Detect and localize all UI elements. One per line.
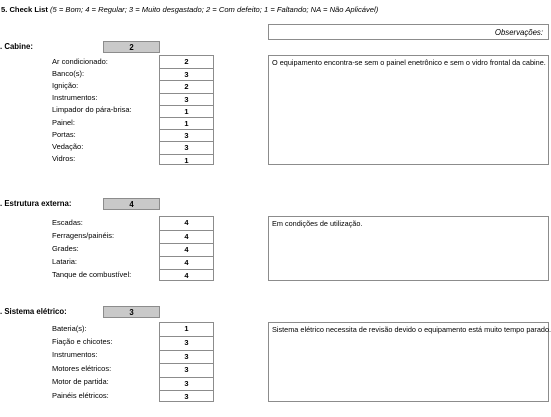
item-label: Painéis elétricos: — [52, 390, 109, 400]
section-title-cabine: . Cabine: — [0, 42, 33, 51]
value-column — [159, 55, 214, 165]
item-value: 1 — [160, 117, 213, 129]
item-value: 3 — [160, 350, 213, 363]
item-value: 3 — [160, 390, 213, 403]
section-note-box-estrutura-externa — [268, 216, 549, 281]
item-value: 3 — [160, 363, 213, 376]
item-label: Motores elétricos: — [52, 363, 112, 373]
item-label: Limpador do pára-brisa: — [52, 105, 132, 115]
item-value: 4 — [184, 218, 189, 227]
checklist-legend: (5 = Bom; 4 = Regular; 3 = Muito desgastado; 2 = Com defeito; 1 = Faltando; NA = Não Aplicável) — [49, 5, 379, 14]
item-label: Ignição: — [52, 80, 79, 90]
item-value: 3 — [160, 141, 213, 153]
checklist-title: 5. Check List — [1, 5, 48, 14]
item-label: Banco(s): — [52, 68, 85, 78]
item-label: Instrumentos: — [52, 350, 98, 360]
value-column — [159, 322, 214, 402]
item-value: 4 — [160, 269, 213, 282]
section-score-cabine: 2 — [103, 41, 160, 53]
section-title-sistema-eletrico: . Sistema elétrico: — [0, 307, 67, 316]
item-value: 4 — [160, 230, 213, 243]
item-label: Escadas: — [52, 217, 83, 227]
section-note-box-cabine — [268, 55, 549, 165]
item-label: Bateria(s): — [52, 323, 87, 333]
item-value: 4 — [160, 243, 213, 256]
section-score-estrutura-externa: 4 — [103, 198, 160, 210]
section-title-estrutura-externa: . Estrutura externa: — [0, 199, 72, 208]
section-note-text: O equipamento encontra-se sem o painel enetrônico e sem o vidro frontal da cabine. — [272, 58, 546, 67]
section-note-box-sistema-eletrico — [268, 322, 549, 402]
item-value: 3 — [160, 377, 213, 390]
section-score-sistema-eletrico: 3 — [103, 306, 160, 318]
item-value: 1 — [184, 324, 189, 333]
item-value: 1 — [160, 105, 213, 117]
checklist-header — [1, 5, 378, 14]
item-label: Ferragens/painéis: — [52, 230, 115, 240]
item-label: Portas: — [52, 129, 76, 139]
item-label: Instrumentos: — [52, 93, 98, 103]
item-value: 2 — [160, 80, 213, 92]
item-label: Vidros: — [52, 154, 76, 164]
item-value: 4 — [160, 256, 213, 269]
item-label: Painel: — [52, 117, 75, 127]
item-label: Vedação: — [52, 141, 84, 151]
observations-label: Observações: — [494, 28, 543, 37]
item-value: 1 — [160, 154, 213, 166]
item-label: Motor de partida: — [52, 377, 109, 387]
item-label: Fiação e chicotes: — [52, 336, 113, 346]
item-value: 3 — [160, 93, 213, 105]
item-label: Tanque de combustível: — [52, 269, 132, 279]
item-label: Grades: — [52, 243, 79, 253]
item-value: 3 — [160, 68, 213, 80]
item-label: Lataria: — [52, 256, 78, 266]
observations-header-cell — [268, 24, 549, 40]
section-note-text: Sistema elétrico necessita de revisão devido o equipamento está muito tempo parado. — [272, 325, 551, 334]
section-note-text: Em condições de utilização. — [272, 219, 363, 228]
item-label: Ar condicionado: — [52, 56, 108, 66]
item-value: 3 — [160, 129, 213, 141]
item-value: 3 — [160, 336, 213, 349]
value-column — [159, 216, 214, 281]
item-value: 2 — [184, 57, 189, 66]
